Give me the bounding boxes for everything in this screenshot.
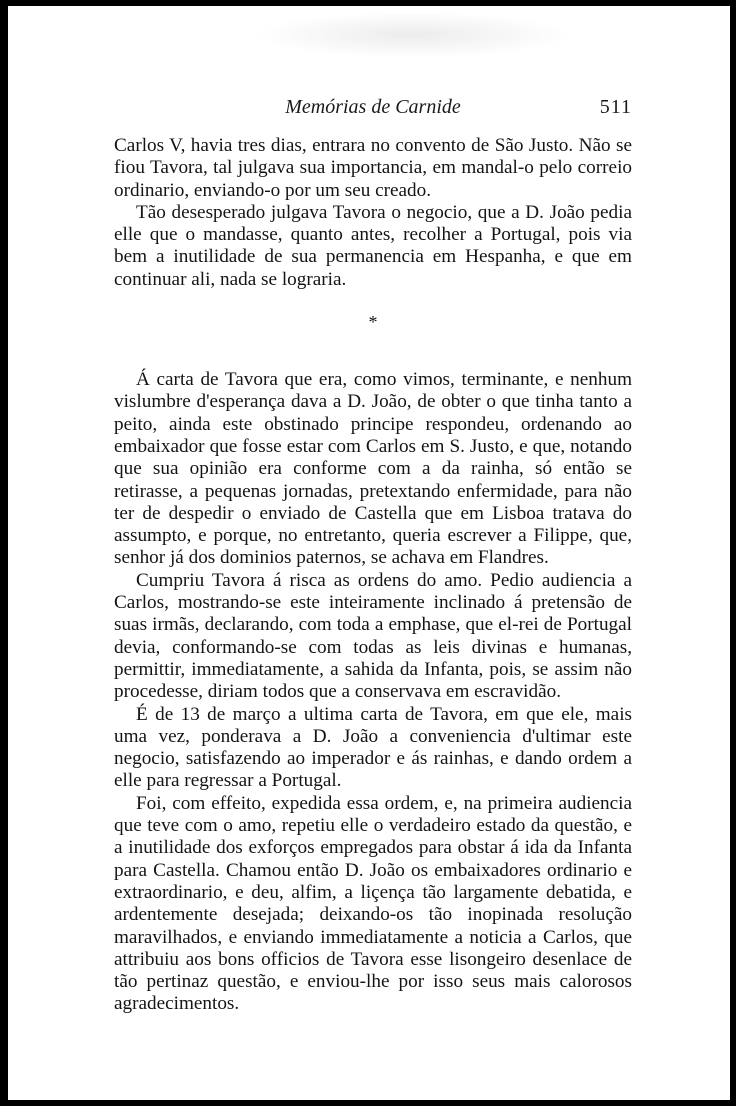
paragraph: Foi, com effeito, expedida essa ordem, e, na primeira audiencia que teve com o amo, repetiu elle o verdadeiro estado da questão, e a inutilidade dos exforços empregados para obstar á ida da Infanta para Castella. Chamou então D. João os embaixadores ordinario e extraordinario, e deu, alfim, a liçença tão largamente debatida, e ardentemente desejada; deixando-os tão inopinada resolução maravilhados, e enviando immediatamente a noticia a Carlos, que attribuiu aos bons officios de Tavora esse lisongeiro desenlace de tão pertinaz questão, e enviou-lhe por isso seus mais calorosos agradecimentos. xyxy=(114,792,632,1015)
paragraph: É de 13 de março a ultima carta de Tavora, em que ele, mais uma vez, ponderava a D. João a conveniencia d'ultimar este negocio, satisfazendo ao imperador e ás rainhas, e dando ordem a elle para regressar a Portugal. xyxy=(114,703,632,792)
page-header xyxy=(114,96,632,124)
paragraph: Á carta de Tavora que era, como vimos, terminante, e nenhum vislumbre d'esperança dava a D. João, de obter o que tinha tanto a peito, ainda este obstinado principe respondeu, ordenando ao embaixador que fosse estar com Carlos em S. Justo, e que, notando que sua opinião era conforme com a da rainha, só então se retirasse, a pequenas jornadas, pretextando enfermidade, para não ter de despedir o enviado de Castella que em Lisboa tratava do assumpto, e porque, no entretanto, queria escrever a Filippe, que, senhor já dos dominios paternos, se achava em Flandres. xyxy=(114,369,632,569)
paragraph: Tão desesperado julgava Tavora o negocio, que a D. João pedia elle que o mandasse, quanto antes, recolher a Portugal, pois via bem a inutilidade de sua permanencia em Hespanha, e que em continuar ali, nada se lograria. xyxy=(114,201,632,290)
running-title: Memórias de Carnide xyxy=(285,96,461,118)
page-number: 511 xyxy=(599,96,632,118)
paper-stain xyxy=(253,12,573,58)
paragraph: Carlos V, havia tres dias, entrara no convento de São Justo. Não se fiou Tavora, tal julgava sua importancia, em mandal-o pelo correio ordinario, enviando-o por um seu creado. xyxy=(114,135,632,201)
section-separator: * xyxy=(368,312,378,333)
body-text xyxy=(114,135,632,1016)
paragraph: Cumpriu Tavora á risca as ordens do amo. Pedio audiencia a Carlos, mostrando-se este inteiramente inclinado á pretensão de suas irmãs, declarando, com toda a emphase, que el-rei de Portugal devia, conformando-se com todas as leis divinas e humanas, permittir, immediatamente, a sahida da Infanta, pois, se assim não procedesse, diriam todos que a conservava em escravidão. xyxy=(114,569,632,703)
book-page xyxy=(8,6,730,1100)
